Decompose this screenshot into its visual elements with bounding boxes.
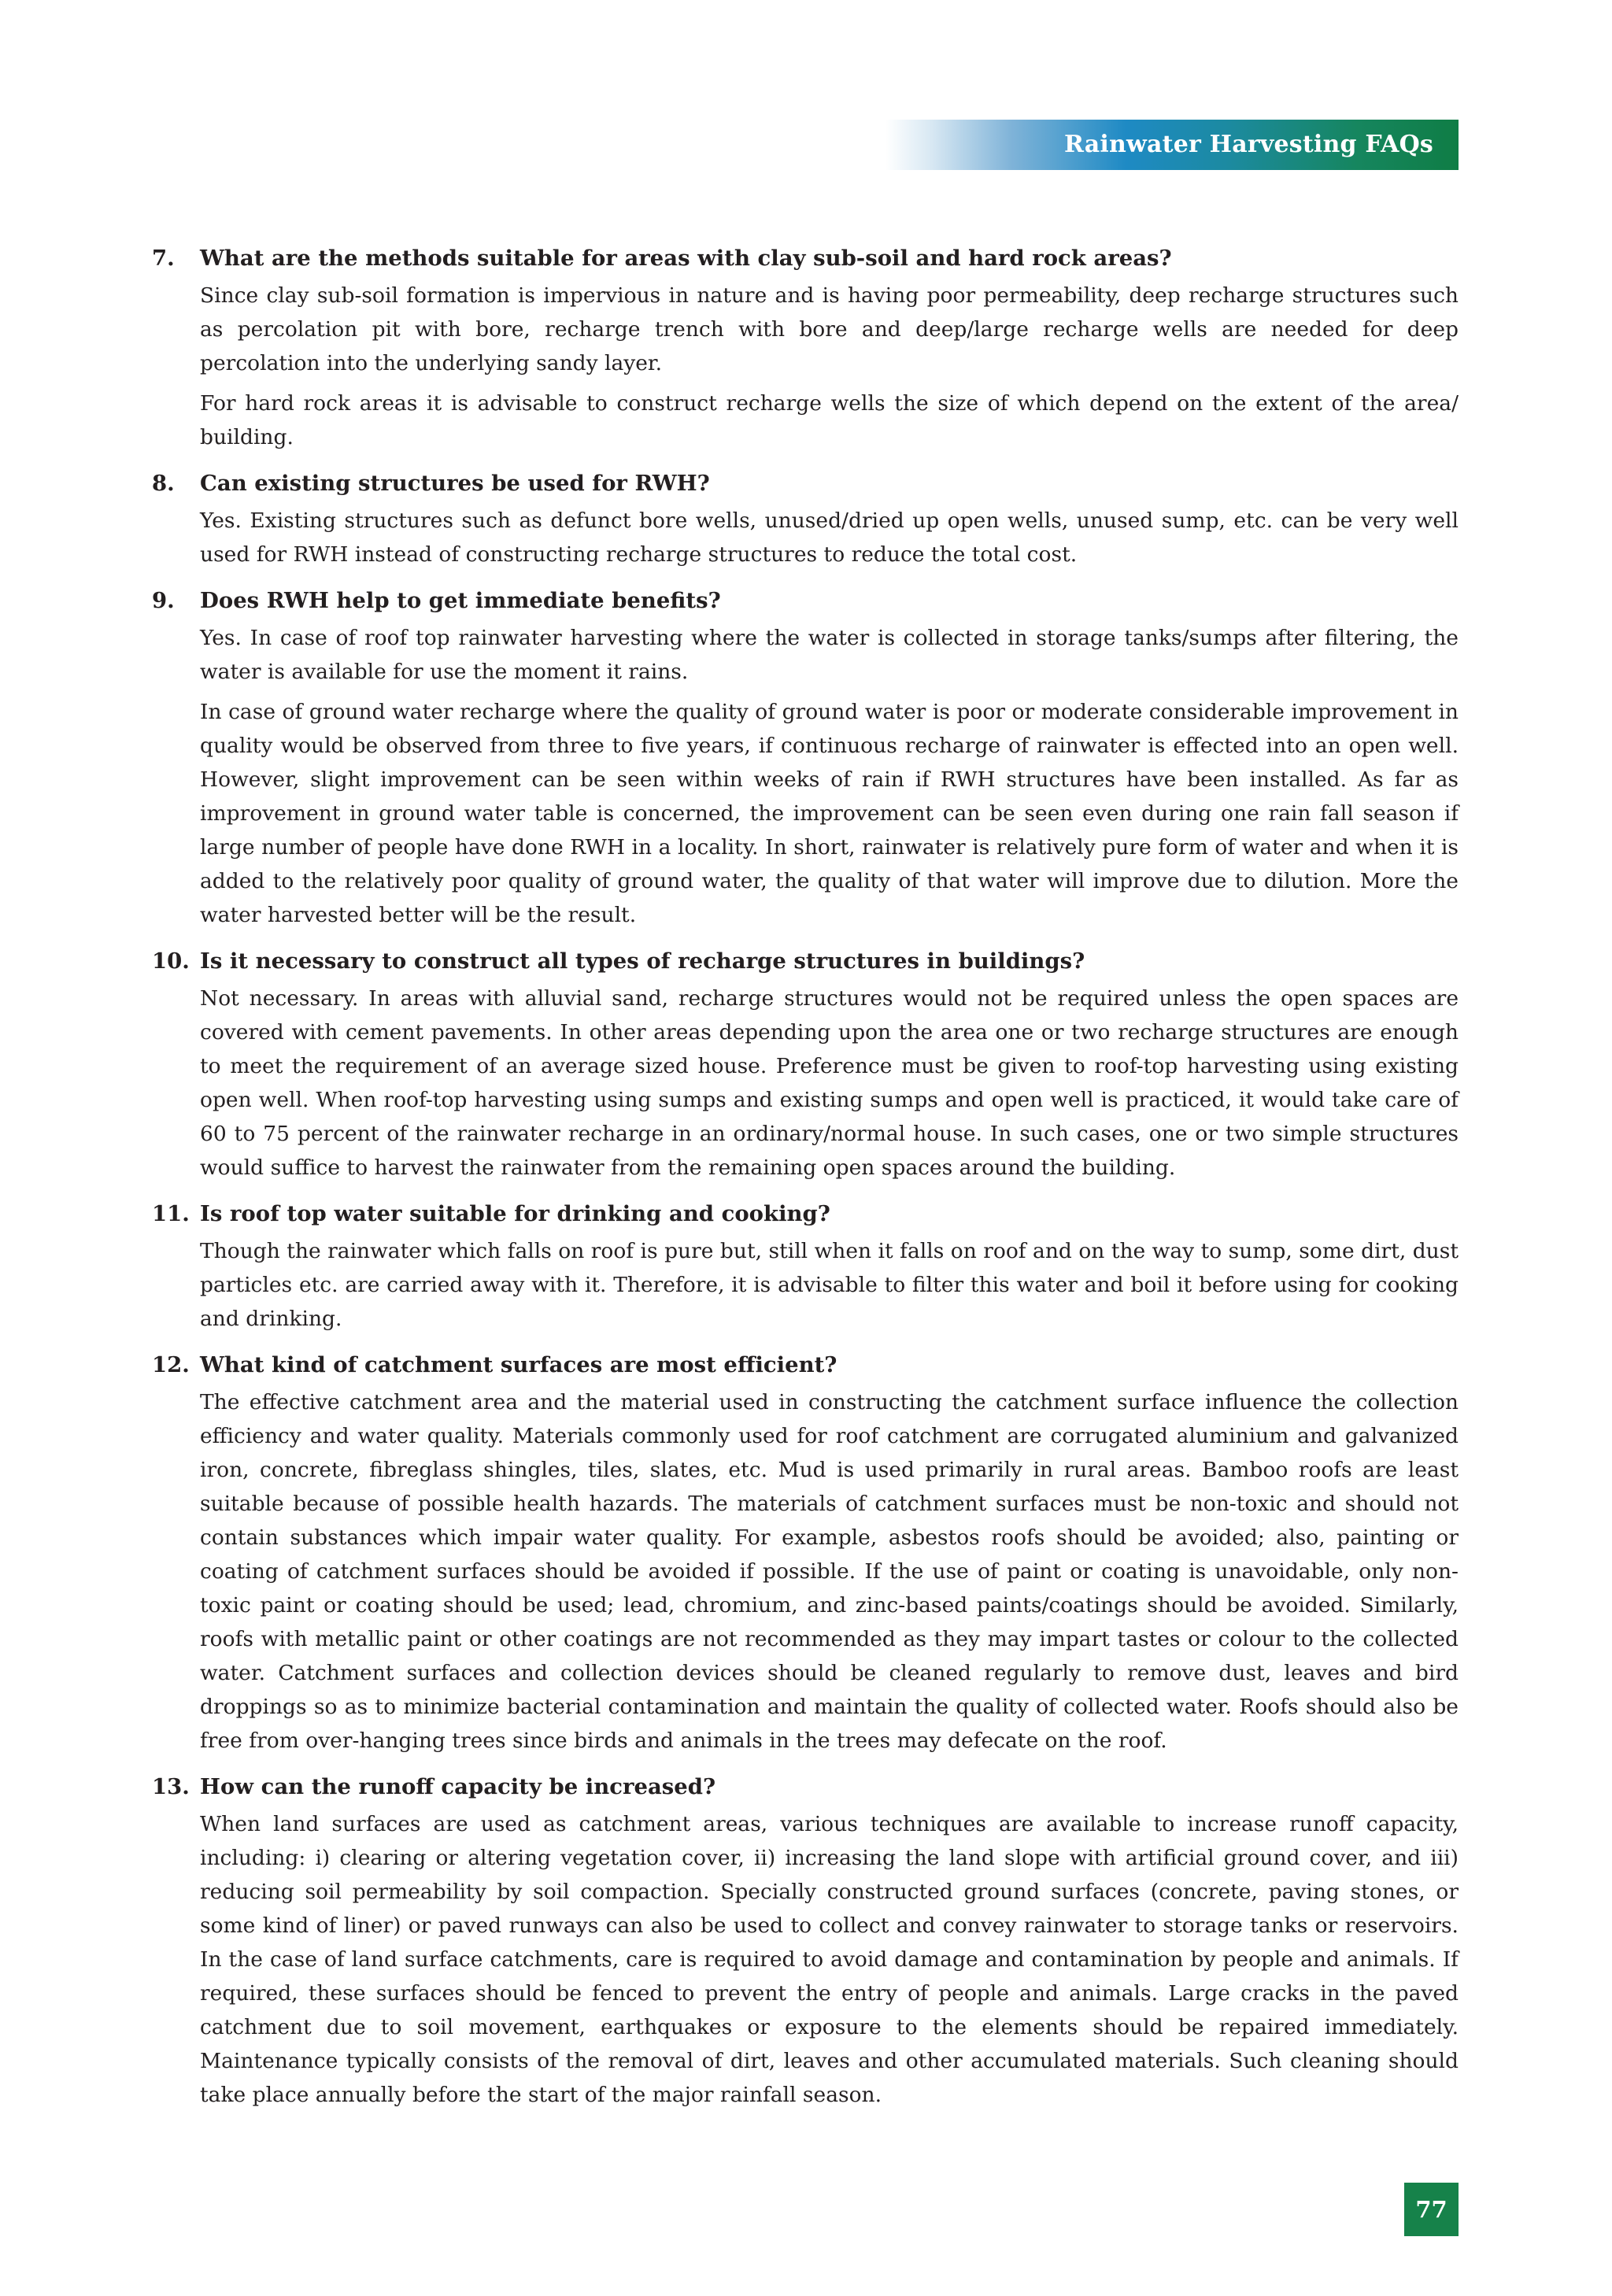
faq-item-9 — [152, 584, 1459, 932]
faq-item-8 — [152, 467, 1459, 571]
faq-question — [152, 584, 1459, 618]
faq-paragraph: The effective catchment area and the material used in constructing the catchment surface influence the collection efficiency and water quality. Materials commonly used for roof catchment are corrugated aluminium and galvanized iron, concrete, fibreglass shingles, tiles, slates, etc. Mud is used primarily in rural areas. Bamboo roofs are least suitable because of possible health hazards. The materials of catchment surfaces must be non-toxic and should not contain substances which impair water quality. For example, asbestos roofs should be avoided; also, painting or coating of catchment surfaces should be avoided if possible. If the use of paint or coating is unavoidable, only non-toxic paint or coating should be used; lead, chromium, and zinc-based paints/coatings should be avoided. Similarly, roofs with metallic paint or other coatings are not recommended as they may impart tastes or colour to the collected water. Catchment surfaces and collection devices should be cleaned regularly to remove dust, leaves and bird droppings so as to minimize bacterial contamination and maintain the quality of collected water. Roofs should also be free from over-hanging trees since birds and animals in the trees may defecate on the roof. — [200, 1390, 1459, 1753]
header-band — [885, 120, 1459, 170]
faq-list — [152, 242, 1459, 2124]
faq-question-text: What kind of catchment surfaces are most efficient? — [200, 1352, 837, 1377]
faq-paragraph: Since clay sub-soil formation is impervious in nature and is having poor permeability, deep recharge structures such as percolation pit with bore, recharge trench with bore and deep/large recharge wells are needed for deep percolation into the underlying sandy layer. — [200, 283, 1459, 375]
faq-item-10 — [152, 945, 1459, 1185]
faq-paragraph: When land surfaces are used as catchment areas, various techniques are available to increase runoff capacity, including: i) clearing or altering vegetation cover, ii) increasing the land slope with artificial ground cover, and iii) reducing soil permeability by soil compaction. Specially constructed ground surfaces (concrete, paving stones, or some kind of liner) or paved runways can also be used to collect and convey rainwater to storage tanks or reservoirs. In the case of land surface catchments, care is required to avoid damage and contamination by people and animals. If required, these surfaces should be fenced to prevent the entry of people and animals. Large cracks in the paved catchment due to soil movement, earthquakes or exposure to the elements should be repaired immediately. Maintenance typically consists of the removal of dirt, leaves and other accumulated materials. Such cleaning should take place annually before the start of the major rainfall season. — [200, 1812, 1459, 2107]
faq-paragraph: In case of ground water recharge where the quality of ground water is poor or moderate considerable improvement in quality would be observed from three to five years, if continuous recharge of rainwater is effected into an open well. However, slight improvement can be seen within weeks of rain if RWH structures have been installed. As far as improvement in ground water table is concerned, the improvement can be seen even during one rain fall season if large number of people have done RWH in a locality. In short, rainwater is relatively pure form of water and when it is added to the relatively poor quality of ground water, the quality of that water will improve due to dilution. More the water harvested better will be the result. — [200, 700, 1459, 927]
faq-item-7 — [152, 242, 1459, 454]
faq-item-12 — [152, 1348, 1459, 1758]
faq-answer — [152, 279, 1459, 454]
faq-question — [152, 1348, 1459, 1382]
faq-paragraph: Yes. Existing structures such as defunct bore wells, unused/dried up open wells, unused sump, etc. can be very well used for RWH instead of constructing recharge structures to reduce the total cost. — [200, 508, 1459, 567]
faq-question-text: What are the methods suitable for areas with clay sub-soil and hard rock areas? — [200, 246, 1172, 271]
faq-answer — [152, 1807, 1459, 2112]
faq-question — [152, 1197, 1459, 1231]
faq-question — [152, 945, 1459, 978]
faq-question-text: Does RWH help to get immediate benefits? — [200, 588, 721, 613]
page-number: 77 — [1404, 2183, 1459, 2236]
faq-item-13 — [152, 1770, 1459, 2112]
faq-answer — [152, 982, 1459, 1185]
faq-paragraph: For hard rock areas it is advisable to construct recharge wells the size of which depend on the extent of the area/ building. — [200, 391, 1459, 449]
faq-number: 12. — [152, 1352, 190, 1377]
faq-paragraph: Yes. In case of roof top rainwater harvesting where the water is collected in storage tanks/sumps after filtering, the water is available for use the moment it rains. — [200, 626, 1459, 684]
faq-paragraph: Not necessary. In areas with alluvial sand, recharge structures would not be required unless the open spaces are covered with cement pavements. In other areas depending upon the area one or two recharge structures are enough to meet the requirement of an average sized house. Preference must be given to roof-top harvesting using existing open well. When roof-top harvesting using sumps and existing sumps and open well is practiced, it would take care of 60 to 75 percent of the rainwater recharge in an ordinary/normal house. In such cases, one or two simple structures would suffice to harvest the rainwater from the remaining open spaces around the building. — [200, 986, 1459, 1180]
faq-answer — [152, 1385, 1459, 1758]
faq-number: 7. — [152, 246, 175, 271]
faq-answer — [152, 504, 1459, 571]
faq-question-text: Can existing structures be used for RWH? — [200, 471, 710, 496]
header-title: Rainwater Harvesting FAQs — [1063, 131, 1433, 158]
faq-question-text: How can the runoff capacity be increased? — [200, 1774, 716, 1799]
faq-question — [152, 1770, 1459, 1804]
faq-question-text: Is roof top water suitable for drinking and cooking? — [200, 1201, 830, 1226]
faq-number: 11. — [152, 1201, 190, 1226]
faq-question-text: Is it necessary to construct all types of recharge structures in buildings? — [200, 948, 1085, 974]
faq-answer — [152, 621, 1459, 932]
faq-paragraph: Though the rainwater which falls on roof is pure but, still when it falls on roof and on the way to sump, some dirt, dust particles etc. are carried away with it. Therefore, it is advisable to filter this water and boil it before using for cooking and drinking. — [200, 1239, 1459, 1331]
faq-number: 8. — [152, 471, 175, 496]
faq-answer — [152, 1234, 1459, 1336]
faq-number: 9. — [152, 588, 175, 613]
faq-number: 13. — [152, 1774, 190, 1799]
faq-question — [152, 242, 1459, 275]
faq-number: 10. — [152, 948, 190, 974]
faq-question — [152, 467, 1459, 501]
faq-item-11 — [152, 1197, 1459, 1336]
